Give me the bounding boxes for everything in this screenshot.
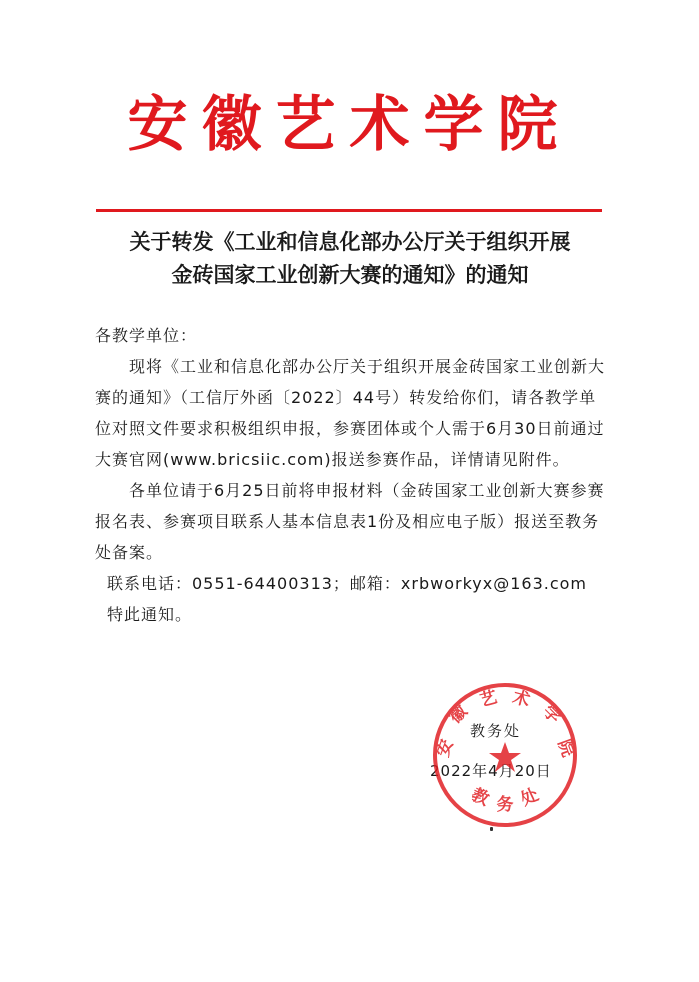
svg-text:学: 学: [538, 701, 565, 728]
svg-text:安: 安: [432, 736, 458, 760]
svg-text:艺: 艺: [477, 687, 500, 712]
red-divider-rule: [96, 209, 602, 212]
svg-text:务: 务: [496, 795, 514, 815]
scan-speck: [490, 827, 493, 831]
svg-text:院: 院: [553, 736, 579, 760]
seal-star-icon: [489, 742, 521, 772]
signature-date: 2022年4月20日: [430, 762, 552, 780]
svg-text:术: 术: [510, 687, 533, 712]
document-title-line2: 金砖国家工业创新大赛的通知》的通知: [171, 263, 529, 287]
signature-department: 教务处: [470, 722, 522, 740]
masthead-title: 安徽艺术学院: [127, 90, 572, 160]
paragraph-submission-deadline: 各单位请于6月25日前将申报材料（金砖国家工业创新大赛参赛报名表、参赛项目联系人基本信息表1份及相应电子版）报送至教务处备案。: [95, 481, 605, 562]
salutation: 各教学单位：: [95, 326, 198, 345]
svg-text:徽: 徽: [445, 701, 472, 728]
contact-info: 联系电话：0551-64400313；邮箱：xrbworkyx@163.com: [107, 574, 588, 593]
svg-text:教: 教: [468, 784, 493, 811]
document-body: [95, 320, 605, 630]
document-title-line1: 关于转发《工业和信息化部办公厅关于组织开展: [129, 230, 571, 254]
document-title: [60, 226, 640, 292]
svg-text:处: 处: [517, 784, 542, 811]
official-seal-icon: [430, 680, 580, 830]
paragraph-forwarding-notice: 现将《工业和信息化部办公厅关于组织开展金砖国家工业创新大赛的通知》（工信厅外函〔2022〕44号）转发给你们，请各教学单位对照文件要求积极组织申报，参赛团体或个人需于6月30日前通过大赛官网(www.bricsiic.com)报送参赛作品，详情请见附件。: [95, 357, 606, 469]
closing-remark: 特此通知。: [107, 605, 193, 624]
